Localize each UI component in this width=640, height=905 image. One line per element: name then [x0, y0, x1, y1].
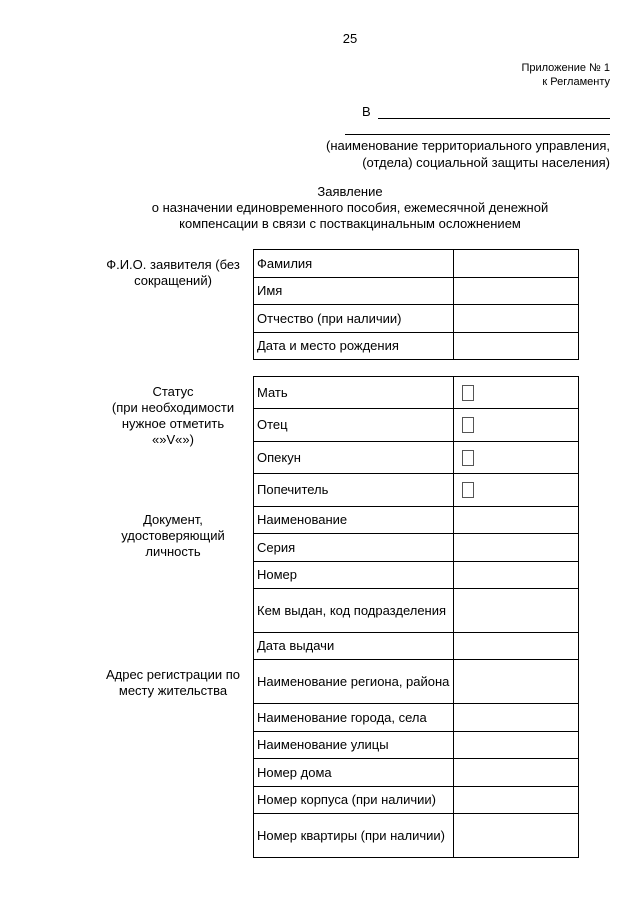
addressee-hint-line-2: (отдела) социальной защиты населения) — [362, 155, 610, 170]
document-row-label: Наименование — [254, 507, 454, 534]
address-street-field[interactable] — [454, 732, 579, 759]
fio-table — [253, 249, 579, 360]
fio-section-label: Ф.И.О. заявителя (без сокращений) — [106, 257, 240, 288]
status-label-line-2: (при необходимости — [111, 400, 235, 415]
document-row-label: Номер — [254, 562, 454, 589]
appendix-note — [521, 61, 610, 89]
status-label-line-4: «»V«») — [152, 432, 194, 447]
address-row-label: Номер корпуса (при наличии) — [254, 787, 454, 814]
address-row-label: Номер квартиры (при наличии) — [254, 814, 454, 858]
fio-row-label: Отчество (при наличии) — [254, 305, 454, 333]
address-row-label: Наименование улицы — [254, 732, 454, 759]
address-row-label: Наименование города, села — [254, 704, 454, 732]
document-name-field[interactable] — [454, 507, 579, 534]
title-line-1: Заявление — [317, 184, 383, 199]
status-father-cell — [454, 409, 579, 442]
page-number: 25 — [342, 31, 358, 46]
address-building-field[interactable] — [454, 787, 579, 814]
addressee-line-1[interactable] — [378, 118, 610, 119]
document-row-label: Серия — [254, 534, 454, 562]
document-issuer-field[interactable] — [454, 589, 579, 633]
status-mother-cell — [454, 377, 579, 409]
address-region-field[interactable] — [454, 660, 579, 704]
status-trustee-checkbox[interactable] — [462, 482, 474, 498]
address-section-label: Адрес регистрации по месту жительства — [105, 667, 241, 698]
address-house-field[interactable] — [454, 759, 579, 787]
addressee-hint — [326, 137, 610, 171]
fio-row-label: Фамилия — [254, 250, 454, 278]
title-line-2: о назначении единовременного пособия, ежемесячной денежной — [151, 200, 549, 215]
status-row-label: Мать — [254, 377, 454, 409]
document-row-label: Дата выдачи — [254, 633, 454, 660]
address-city-field[interactable] — [454, 704, 579, 732]
status-row-label: Попечитель — [254, 474, 454, 507]
status-trustee-cell — [454, 474, 579, 507]
addressee-hint-line-1: (наименование территориального управления, — [326, 138, 610, 153]
fio-patronymic-field[interactable] — [454, 305, 579, 333]
fio-surname-field[interactable] — [454, 250, 579, 278]
status-label-line-3: нужное отметить — [121, 416, 225, 431]
status-section-label — [93, 384, 253, 448]
addressee-prefix: В — [362, 104, 371, 119]
applicant-details-table — [253, 376, 579, 858]
document-series-field[interactable] — [454, 534, 579, 562]
address-apartment-field[interactable] — [454, 814, 579, 858]
document-section-label — [93, 512, 253, 560]
fio-name-field[interactable] — [454, 278, 579, 305]
document-label-line-2: удостоверяющий — [121, 528, 225, 543]
status-guardian-checkbox[interactable] — [462, 450, 474, 466]
addressee-line-2[interactable] — [345, 134, 610, 135]
document-row-label: Кем выдан, код подразделения — [254, 589, 454, 633]
status-row-label: Отец — [254, 409, 454, 442]
document-label-line-3: личность — [145, 544, 201, 559]
status-label-line-1: Статус — [152, 384, 194, 399]
document-title — [60, 184, 640, 232]
appendix-line-2: к Регламенту — [542, 76, 610, 88]
fio-row-label: Имя — [254, 278, 454, 305]
fio-birth-field[interactable] — [454, 333, 579, 360]
document-label-line-1: Документ, — [143, 512, 203, 527]
address-row-label: Наименование региона, района — [254, 660, 454, 704]
status-mother-checkbox[interactable] — [462, 385, 474, 401]
address-row-label: Номер дома — [254, 759, 454, 787]
fio-row-label: Дата и место рождения — [254, 333, 454, 360]
appendix-line-1: Приложение № 1 — [521, 62, 610, 74]
title-line-3: компенсации в связи с поствакцинальным осложнением — [179, 216, 521, 231]
status-father-checkbox[interactable] — [462, 417, 474, 433]
document-issue-date-field[interactable] — [454, 633, 579, 660]
status-guardian-cell — [454, 442, 579, 474]
status-row-label: Опекун — [254, 442, 454, 474]
document-number-field[interactable] — [454, 562, 579, 589]
